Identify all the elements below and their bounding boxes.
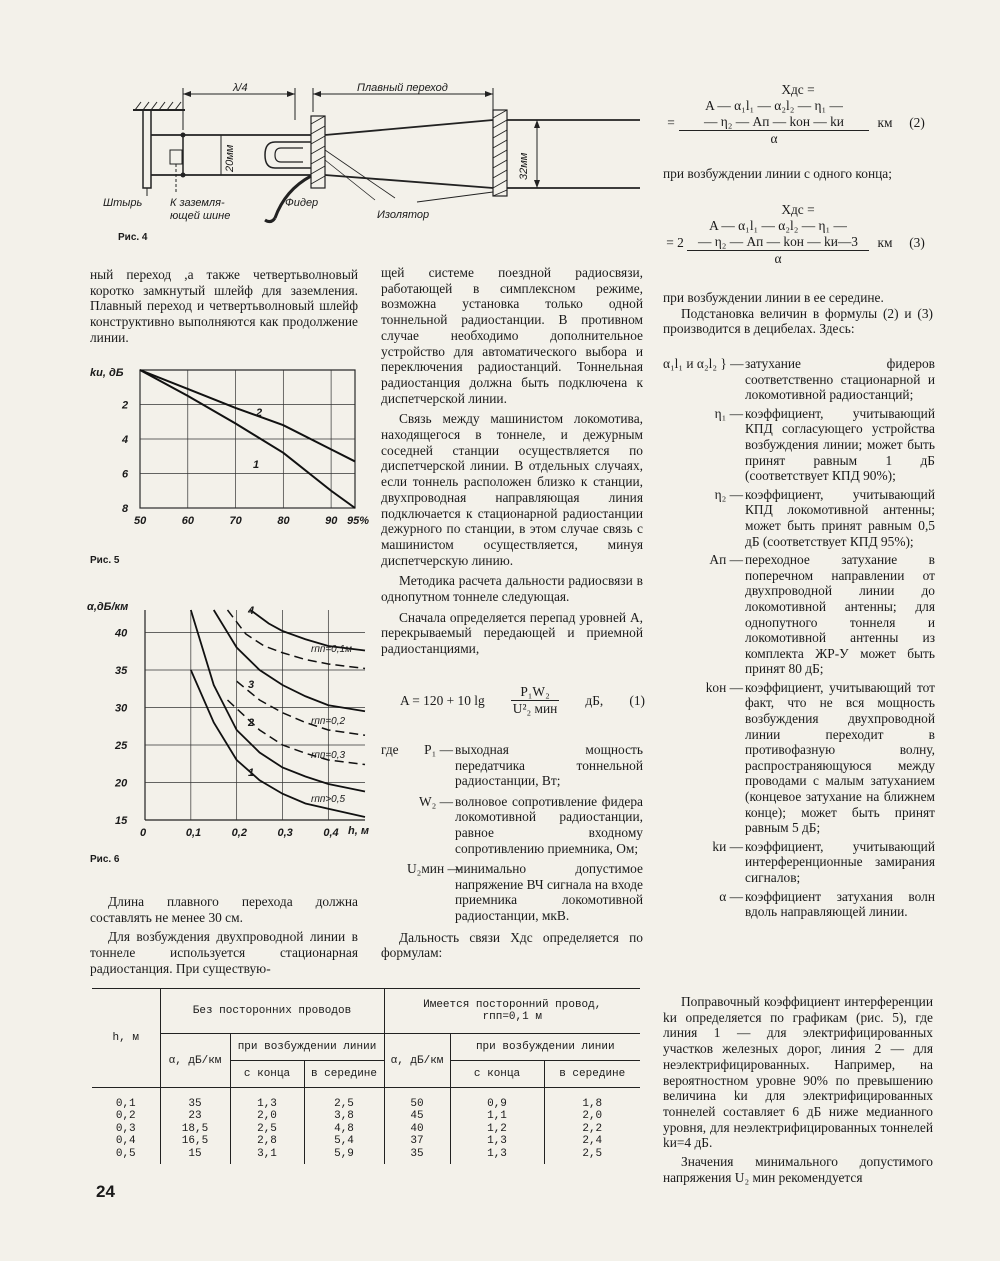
formula-2-line-2: — η₂ — Aп — kон — kи <box>679 114 869 131</box>
def-alpha-desc: коэффициент затухания волн вдоль направляющей линии. <box>745 888 935 920</box>
col3-para-3: Подстановка величин в формулы (2) и (3) производится в децибелах. Здесь: <box>663 305 933 337</box>
table-col-alpha-2 <box>384 1088 450 1165</box>
col2-para-3: Методика расчета дальности радиосвязи в однопутном тоннеле следующая. <box>381 573 643 605</box>
fig6-ylabel: α,дБ/км <box>87 601 129 613</box>
def-w2-desc: волновое сопротивление фидера локомотивной радиостанции, равное входному сопротивлению приемника, Ом; <box>455 793 643 856</box>
col1-para-1: ный переход ,а также четвертьволновый коротко замкнутый шлейф для заземления. Плавный переход и четвертьволновый шлейф конструктивно выполняются как продолжение линии. <box>90 267 358 345</box>
table-cell: 0,2 <box>115 1110 136 1123</box>
table-col-end-1 <box>230 1088 304 1165</box>
formula-3-top: Xдс = <box>781 202 815 217</box>
col3-para-5: Значения минимального допустимого напряжения U₂ мин рекомендуется <box>663 1154 933 1185</box>
formula-2-top: Xдс = <box>781 82 815 97</box>
table-excite-header-2: при возбуждении линии <box>450 1034 640 1061</box>
table-alpha-header-1: α, дБ/км <box>160 1034 230 1088</box>
table-cell: 5,4 <box>334 1135 354 1148</box>
table-from-end-header-1: с конца <box>230 1061 304 1088</box>
fig6-y-tick: 35 <box>115 665 128 677</box>
table-cell: 1,3 <box>487 1147 507 1160</box>
col2-para-2: Связь между машинистом локомотива, находящегося в тоннеле, и дежурным соседней станции осуществляется по диспетчерской линии. В отдельных случаях, если тоннель расположен близко к станции, двухпроводная направляющая линия подключается к стационарной радиостанции дежурного по станции, в этом случае связь с машинистом осуществляется, минуя диспетчерскую линию. <box>381 411 643 568</box>
table-excite-header-1: при возбуждении линии <box>230 1034 384 1061</box>
table-cell: 45 <box>410 1110 424 1123</box>
table-col-middle-2 <box>544 1088 640 1165</box>
formula-1-number: (1) <box>629 692 645 708</box>
col1-para-2: Длина плавного перехода должна составлять не менее 30 см. <box>90 894 358 925</box>
fig5-curve-label-1: 1 <box>253 459 260 471</box>
fig5-x-tick: 70 <box>229 515 242 527</box>
table-cell: 37 <box>410 1135 424 1148</box>
table-from-end-header-2: с конца <box>450 1061 544 1088</box>
formula-3-number: (3) <box>909 234 925 250</box>
fig5-series-line-2 <box>140 370 355 461</box>
fig5-y-tick: 2 <box>122 399 129 412</box>
table-col-middle-1 <box>304 1088 384 1165</box>
def-eta2-desc: коэффициент, учитывающий КПД локомотивной антенны; может быть принят равным 0,5 дБ (соответствует КПД 95%); <box>745 486 935 549</box>
fig5-y-tick: 4 <box>122 434 129 446</box>
table-cell: 2,0 <box>257 1110 277 1123</box>
table-cell: 2,5 <box>582 1147 603 1160</box>
fig5-x-tick: 90 <box>325 515 338 527</box>
table-cell: 16,5 <box>181 1135 209 1148</box>
fig6-r-label-05: rпп>0,5 <box>311 794 346 805</box>
formula-2: Xдс = = A — α₁l₁ — α₂l₂ — η₁ — — η₂ — Aп — kон — kи α км (2) <box>663 82 933 147</box>
fig4-20mm-label: 20мм <box>224 144 236 172</box>
fig5-x-tick: 50 <box>134 515 147 527</box>
data-table <box>92 988 640 1164</box>
table-group2-header <box>384 989 640 1034</box>
table-cell: 15 <box>188 1147 202 1160</box>
def-eta1-symbol: η₁ — <box>714 405 743 421</box>
fig5-curve-label-2: 2 <box>256 407 263 419</box>
fig6-caption: Рис. 6 <box>90 854 120 865</box>
table-cell: 0,1 <box>115 1098 136 1110</box>
fig6-chart <box>85 598 375 846</box>
fig5-x-tick: 60 <box>181 515 195 527</box>
def-feeder-symbol: α₁l₁ и α₂l₂ } — <box>663 356 744 371</box>
formula-3-prefix: = 2 <box>666 234 684 250</box>
fig6-x-tick: 0,4 <box>323 827 339 839</box>
table-cell: 1,1 <box>487 1110 507 1123</box>
def-eta1-desc: коэффициент, учитывающий КПД согласующего устройства возбуждения линии; может быть принят равным 1 дБ (соответствует КПД 90%); <box>745 405 935 484</box>
table-col-alpha-1 <box>160 1088 230 1165</box>
fig4-ground-label-1: К заземля- <box>170 197 225 209</box>
where-label: где <box>381 742 399 757</box>
fig5-y-tick: 8 <box>122 503 129 515</box>
fig4-caption: Рис. 4 <box>118 232 148 243</box>
def-p1-desc: выходная мощность передатчика тоннельной радиостанции, Вт; <box>455 742 643 789</box>
def-eta2-symbol: η₂ — <box>714 486 743 502</box>
fig6-curve-label-1: 1 <box>248 767 255 779</box>
table-group2-line-2: rпп=0,1 м <box>482 1011 542 1023</box>
formula-1-den: U²₂ мин <box>512 701 558 716</box>
table-h-header: h, м <box>92 989 160 1088</box>
table-cell: 2,4 <box>582 1135 603 1148</box>
page-number: 24 <box>96 1182 115 1201</box>
col1-para-3: Для возбуждения двухпроводной линии в тоннеле используется стационарная радиостанция. При существую- <box>90 929 358 976</box>
fig5-y-tick: 6 <box>122 468 129 481</box>
fig6-y-tick: 15 <box>115 815 128 827</box>
fig4-insulator-label: Изолятор <box>377 209 430 221</box>
fig6-r-label-01: rпп=0,1м <box>311 644 352 655</box>
fig6-r-label-02: rпп=0,2 <box>311 716 346 727</box>
formula-1-unit: дБ, <box>585 692 604 708</box>
formula-3-line-2: — η₂ — Aп — kон — kи—3 <box>687 234 869 251</box>
table-cell: 5,9 <box>334 1147 354 1160</box>
def-p1-symbol: P₁ — <box>424 742 453 757</box>
fig5-chart <box>85 360 375 538</box>
def-kon-desc: коэффициент, учитывающий тот факт, что не вся мощность возбуждения двухпроводной линии переходит в противофазную волну, распространяющуюся между проводами с малым затуханием (концевое затухание на ближнем конце); может быть принят равным 5 дБ; <box>745 679 935 836</box>
table-alpha-header-2: α, дБ/км <box>384 1034 450 1088</box>
fig6-curve-label-2: 2 <box>248 717 255 729</box>
table-cell: 50 <box>410 1098 424 1110</box>
def-ki-desc: коэффициент, учитывающий интерференционные замирания сигналов; <box>745 838 935 885</box>
formula-1 <box>400 684 645 717</box>
fig6-y-tick: 25 <box>115 740 128 752</box>
fig5-x-tick: 80 <box>277 515 290 527</box>
def-u2-desc: минимально допустимое напряжение ВЧ сигнала на входе приемника локомотивной радиостанции, мкВ. <box>455 861 643 923</box>
table-cell: 0,3 <box>115 1122 136 1135</box>
col3-para-1: при возбуждении линии с одного конца; <box>663 166 892 181</box>
table-middle-header-2: в середине <box>544 1061 640 1088</box>
table-cell: 2,5 <box>257 1122 277 1135</box>
def-w2-symbol: W₂ — <box>418 793 453 809</box>
fig4-smooth-label: Плавный переход <box>357 82 448 94</box>
fig5-ylabel: kи, дБ <box>90 367 124 379</box>
fig4-diagram <box>103 80 645 232</box>
def-alpha-symbol: α — <box>719 888 743 904</box>
fig6-x-tick: 0,2 <box>231 827 247 839</box>
col3-para-2: при возбуждении линии в ее середине. <box>663 290 884 305</box>
fig6-curve-label-4: 4 <box>248 605 255 617</box>
table-cell: 23 <box>188 1110 202 1123</box>
table-cell: 2,0 <box>582 1110 603 1123</box>
table-cell: 2,5 <box>334 1098 354 1110</box>
formula-2-line-1: A — α₁l₁ — α₂l₂ — η₁ — <box>705 98 843 113</box>
formula-1-left: A = 120 + 10 lg <box>400 692 485 708</box>
fig6-x-tick: 0,3 <box>277 827 293 839</box>
table-cell: 18,5 <box>181 1122 209 1135</box>
table-cell: 0,4 <box>115 1135 136 1148</box>
formula-1-num: P₁W₂ <box>511 684 560 701</box>
fig6-curve-label-3: 3 <box>248 679 255 691</box>
fig5-caption: Рис. 5 <box>90 555 120 566</box>
fig6-x-tick: 0 <box>140 827 147 839</box>
def-ki-symbol: kи — <box>712 838 743 854</box>
def-ap-symbol: Aп — <box>709 552 743 568</box>
table-cell: 1,3 <box>257 1098 277 1110</box>
col2-para-4: Сначала определяется перепад уровней А, перекрываемый передающей и приемной радиостанциями, <box>381 609 643 657</box>
table-cell: 2,8 <box>257 1135 277 1148</box>
table-cell: 1,3 <box>487 1135 507 1148</box>
fig6-xlabel: h, м <box>348 825 369 837</box>
table-cell: 4,8 <box>334 1122 354 1135</box>
formula-3-den: α <box>774 251 782 266</box>
fig6-r-label-03: rпп=0,3 <box>311 750 346 761</box>
col2-para-1: щей системе поездной радиосвязи, работающей в симплексном режиме, возможна установка только одной тоннельной радиостанции. В противном случае необходимо дополнительное устройство для автоматического выбора и переключения радиостанций. Тоннельная радиостанция должна быть подключена к диспетчерской линии. <box>381 265 643 406</box>
fig4-quarter-label: λ/4 <box>233 82 248 94</box>
table-cell: 0,5 <box>115 1147 136 1160</box>
table-group2-line-1: Имеется посторонний провод, <box>423 999 602 1011</box>
col3-definitions <box>663 356 935 920</box>
def-u2-symbol: U₂мин — <box>407 861 461 877</box>
table-middle-header-1: в середине <box>304 1061 384 1088</box>
table-group1-header: Без посторонних проводов <box>160 989 384 1034</box>
table-cell: 35 <box>188 1098 202 1110</box>
table-cell: 2,2 <box>582 1122 603 1135</box>
def-ap-desc: переходное затухание в поперечном направлении от двухпроводной линии до локомотивной антенны; для однопутного тоннеля и локомотивной антенны из комплекта ЖР-У может быть принят 80 дБ; <box>745 552 935 677</box>
def-kon-symbol: kон — <box>705 679 743 695</box>
col3-para-4: Поправочный коэффициент интерференции kи определяется по графикам (рис. 5), где линия 1 — для электрифицированных участков железных дорог, линия 2 — для неэлектрифицированных. Например, на вероятностном уровне 90% по превышению величина kи для электрифицированных тоннелей составляет 6 дБ ниже медианного уровня, для неэлектрифицированных тоннелей kи=4 дБ. <box>663 994 933 1151</box>
fig4-feeder-label: Фидер <box>285 197 319 209</box>
fig6-y-tick: 20 <box>115 777 128 790</box>
table-col-end-2 <box>450 1088 544 1165</box>
col2-definitions <box>381 742 643 961</box>
formula-2-number: (2) <box>909 114 925 130</box>
fig4-pin-label: Штырь <box>103 197 143 209</box>
fig4-ground-label-2: ющей шине <box>170 210 231 222</box>
table-cell: 1,2 <box>487 1122 507 1135</box>
fig5-x-tick: 95% <box>347 515 370 527</box>
table-cell: 0,9 <box>487 1098 507 1110</box>
formula-2-unit: км <box>877 114 893 130</box>
formula-2-den: α <box>770 131 778 146</box>
fig6-series-line <box>191 610 365 792</box>
def-feeder-desc: затухание фидеров соответственно стационарной и локомотивной радиостанций; <box>745 356 935 403</box>
table-col-h <box>92 1088 160 1165</box>
fig6-y-tick: 40 <box>115 627 128 640</box>
col2-para-5: Дальность связи Xдс определяется по формулам: <box>381 929 643 961</box>
formula-1-fraction <box>511 684 560 717</box>
table-cell: 35 <box>410 1147 424 1160</box>
formula-3 <box>663 202 933 267</box>
fig6-y-tick: 30 <box>115 702 128 715</box>
formula-3-unit: км <box>877 234 893 250</box>
fig6-x-tick: 0,1 <box>185 827 202 839</box>
formula-3-line-1: A — α₁l₁ — α₂l₂ — η₁ — <box>709 218 847 233</box>
fig4-32mm-label: 32мм <box>518 152 530 180</box>
table-cell: 1,8 <box>582 1098 603 1110</box>
table-cell: 3,8 <box>334 1110 354 1123</box>
table-cell: 40 <box>410 1122 424 1135</box>
table-cell: 3,1 <box>257 1147 277 1160</box>
